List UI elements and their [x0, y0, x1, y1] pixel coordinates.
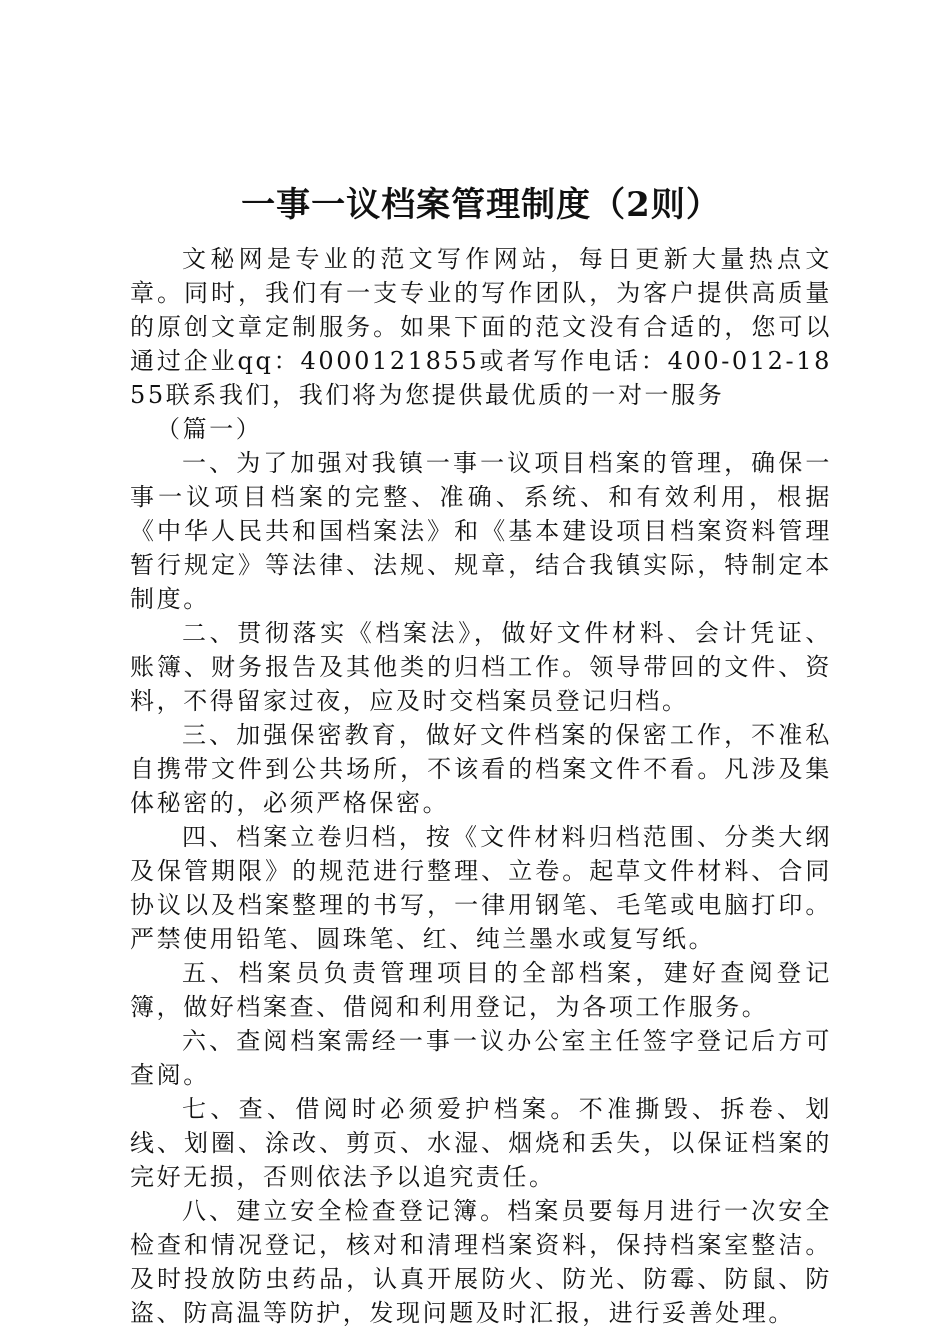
- section-label: （篇一）: [156, 415, 263, 443]
- article-paragraph-6: 六、查阅档案需经一事一议办公室主任签字登记后方可查阅。: [130, 1027, 832, 1089]
- article-paragraph-4: 四、档案立卷归档，按《文件材料归档范围、分类大纲及保管期限》的规范进行整理、立卷。起草文件材料、合同协议以及档案整理的书写，一律用钢笔、毛笔或电脑打印。严禁使用铅笔、圆珠笔、红、纯兰墨水或复写纸。: [130, 823, 832, 953]
- document-title: 一事一议档案管理制度（2则）: [241, 185, 721, 225]
- article-paragraph-1: 一、为了加强对我镇一事一议项目档案的管理，确保一事一议项目档案的完整、准确、系统、和有效利用，根据《中华人民共和国档案法》和《基本建设项目档案资料管理暂行规定》等法律、法规、规章，结合我镇实际，特制定本制度。: [130, 449, 832, 613]
- article-paragraph-8: 八、建立安全检查登记簿。档案员要每月进行一次安全检查和情况登记，核对和清理档案资料，保持档案室整洁。及时投放防虫药品，认真开展防火、防光、防霉、防鼠、防盗、防高温等防护，发现问题及时汇报，进行妥善处理。: [130, 1197, 832, 1327]
- article-paragraph-7: 七、查、借阅时必须爱护档案。不准撕毁、拆卷、划线、划圈、涂改、剪页、水湿、烟烧和丢失，以保证档案的完好无损，否则依法予以追究责任。: [130, 1095, 832, 1191]
- article-paragraph-5: 五、档案员负责管理项目的全部档案，建好查阅登记簿，做好档案查、借阅和利用登记，为各项工作服务。: [130, 959, 832, 1021]
- intro-paragraph: 文秘网是专业的范文写作网站，每日更新大量热点文章。同时，我们有一支专业的写作团队，为客户提供高质量的原创文章定制服务。如果下面的范文没有合适的，您可以通过企业qq：4000121855或者写作电话：400-012-1855联系我们，我们将为您提供最优质的一对一服务: [130, 245, 832, 409]
- article-paragraph-3: 三、加强保密教育，做好文件档案的保密工作，不准私自携带文件到公共场所，不该看的档案文件不看。凡涉及集体秘密的，必须严格保密。: [130, 721, 832, 817]
- article-paragraph-2: 二、贯彻落实《档案法》，做好文件材料、会计凭证、账簿、财务报告及其他类的归档工作。领导带回的文件、资料，不得留家过夜，应及时交档案员登记归档。: [130, 619, 832, 715]
- document-page: [130, 180, 832, 1330]
